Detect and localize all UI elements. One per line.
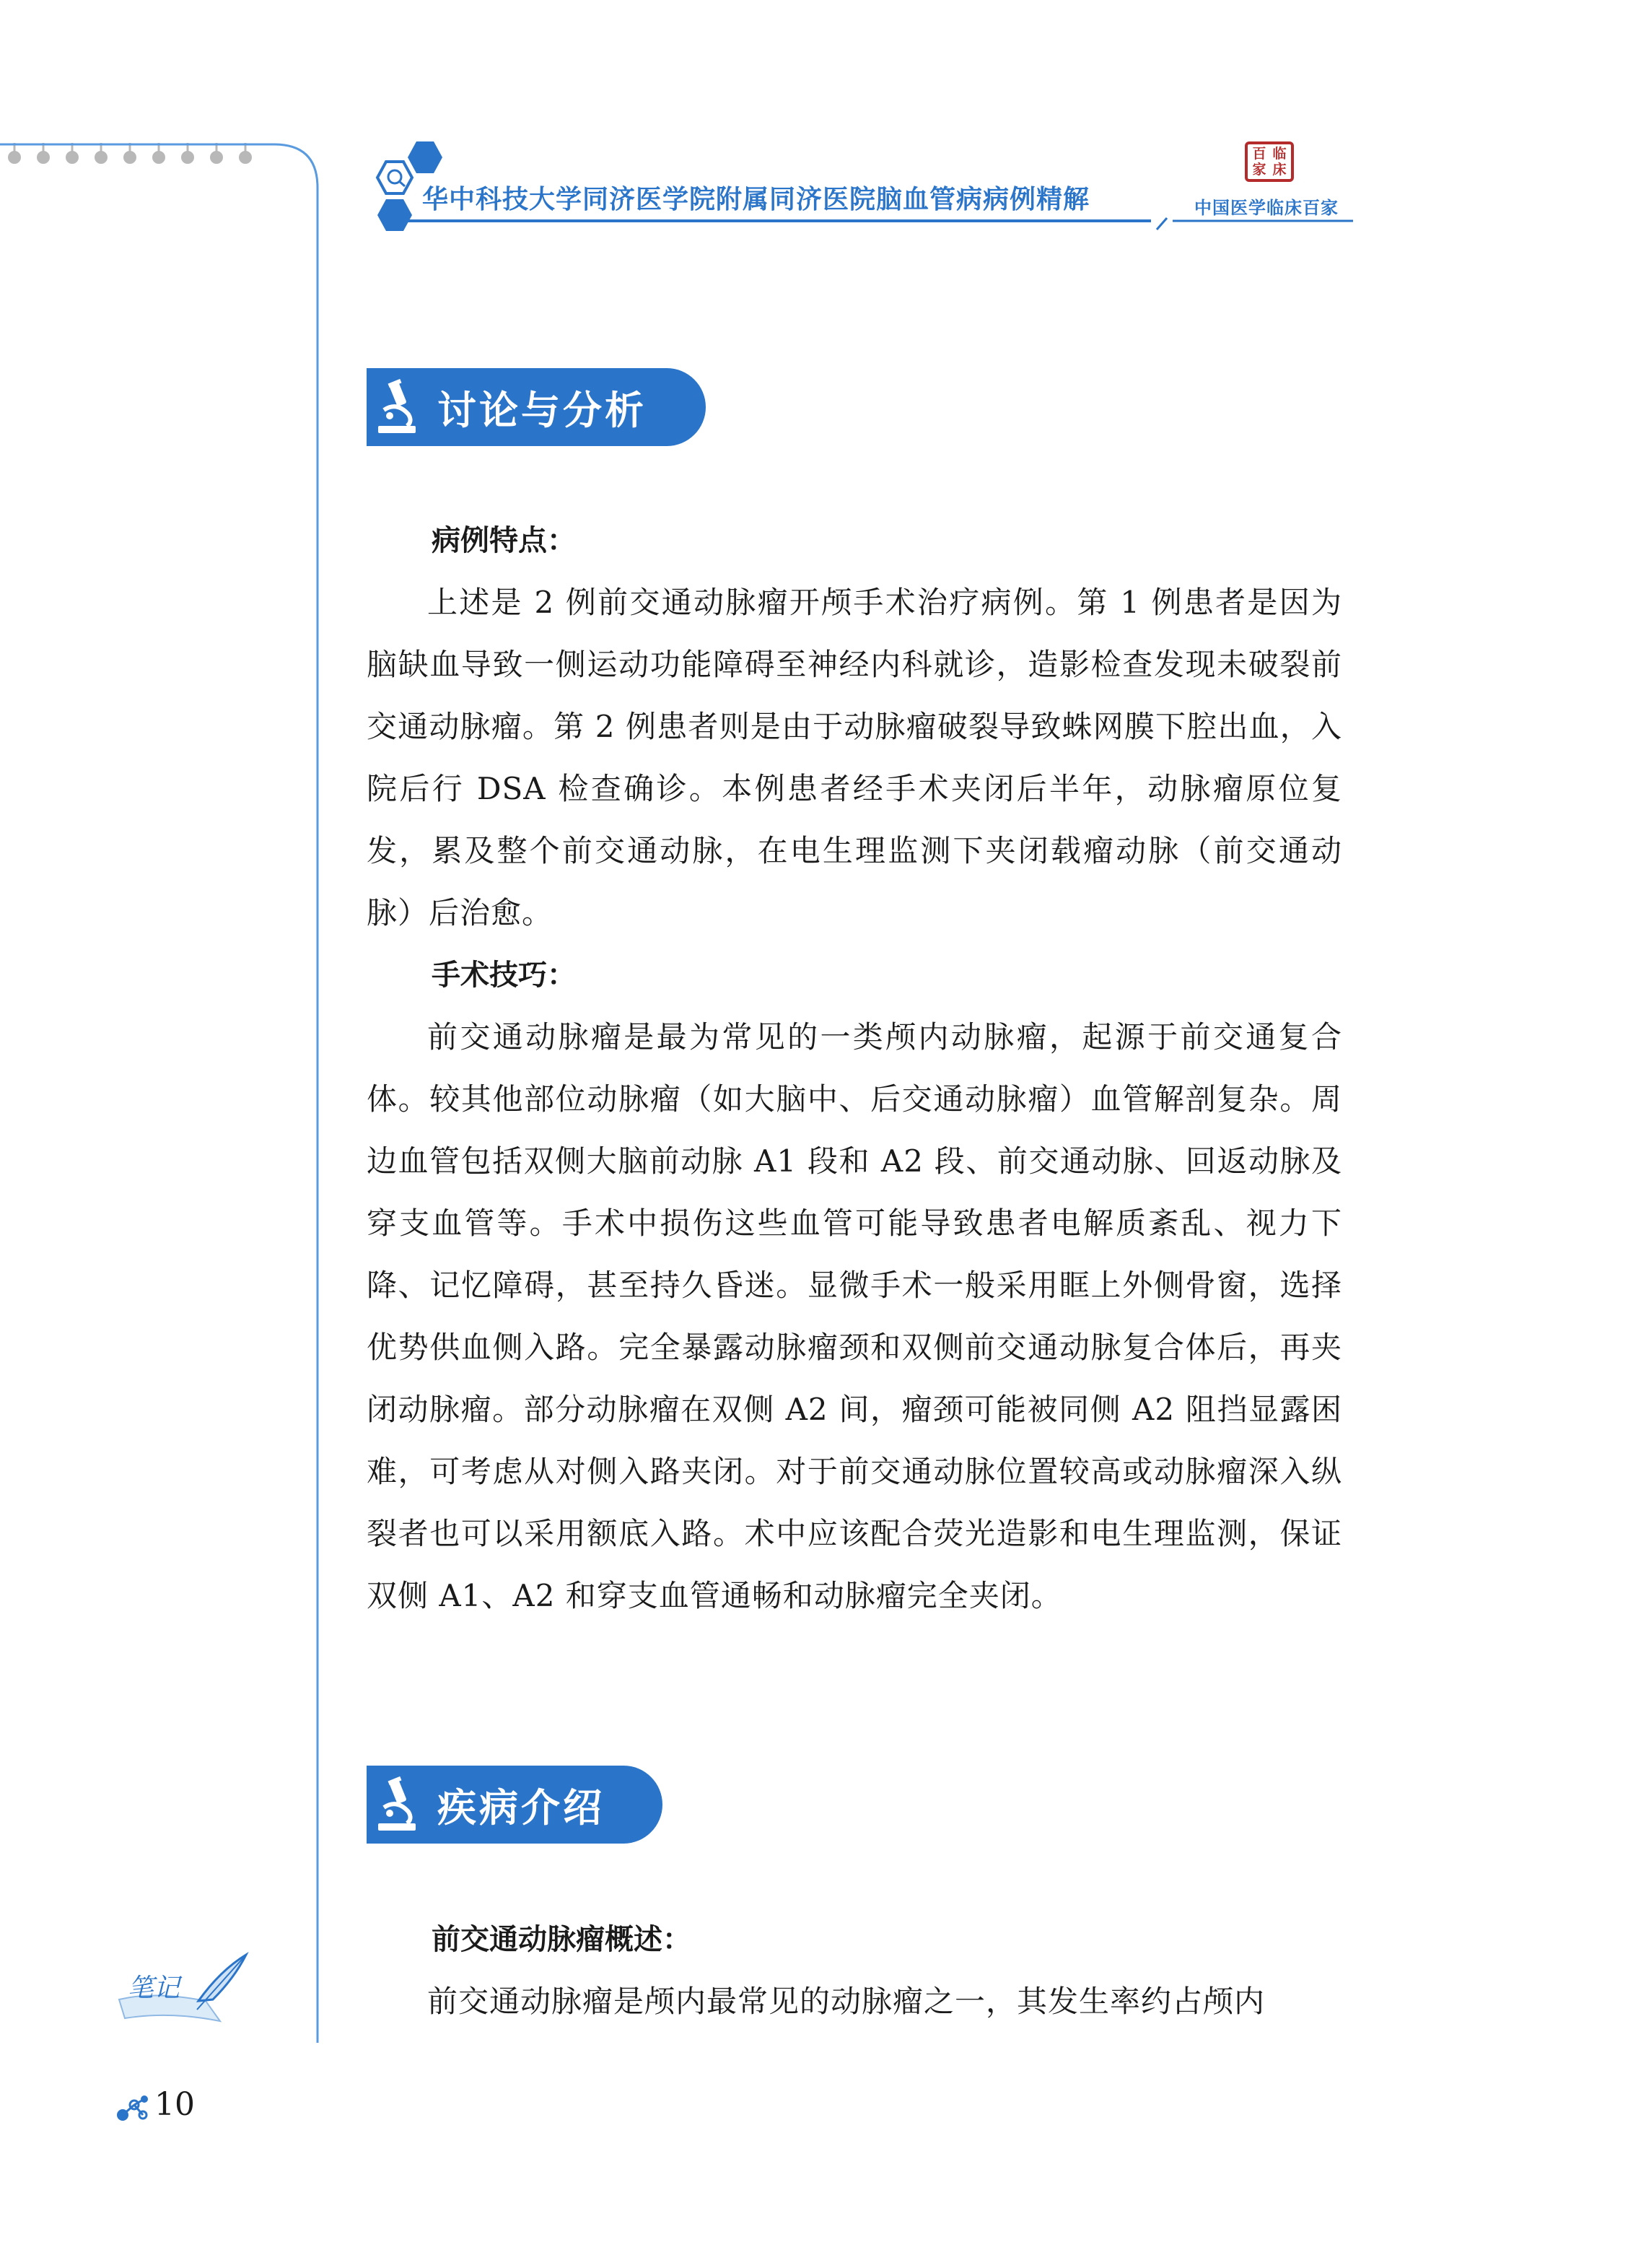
section-banner-discussion (367, 368, 706, 446)
series-name: 中国医学临床百家 (1194, 198, 1339, 218)
seal-char: 临 (1272, 146, 1287, 162)
page-number: 10 (154, 2086, 195, 2123)
subheading: 手术技巧： (432, 959, 576, 992)
notes-quill-icon (112, 1949, 249, 2028)
section-title: 疾病介绍 (437, 1784, 605, 1831)
subheading: 前交通动脉瘤概述： (432, 1923, 691, 1956)
paragraph: 前交通动脉瘤是颅内最常见的动脉瘤之一，其发生率约占颅内 (427, 1984, 1266, 2019)
subheading: 病例特点： (432, 524, 576, 557)
paragraph: 前交通动脉瘤是最为常见的一类颅内动脉瘤，起源于前交通复合体。较其他部位动脉瘤（如大脑中、后交通动脉瘤）血管解剖复杂。周边血管包括双侧大脑前动脉 A1 段和 A2 段、前交通动脉、回返动脉及穿支血管等。手术中损伤这些血管可能导致患者电解质紊乱、视力下降、记忆障碍，甚至持久昏迷。显微手术一般采用眶上外侧骨窗，选择优势供血侧入路。完全暴露动脉瘤颈和双侧前交通动脉复合体后，再夹闭动脉瘤。部分动脉瘤在双侧 A2 间，瘤颈可能被同侧 A2 阻挡显露困难，可考虑从对侧入路夹闭。对于前交通动脉位置较高或动脉瘤深入纵裂者也可以采用额底入路。术中应该配合荧光造影和电生理监测，保证双侧 A1、A2 和穿支血管通畅和动脉瘤完全夹闭。 (367, 1019, 1342, 1613)
series-seal (1245, 141, 1294, 182)
microscope-icon (375, 1776, 419, 1833)
section-title: 讨论与分析 (437, 387, 647, 433)
margin-note-label: 笔记 (128, 1973, 180, 2003)
molecule-icon (114, 2092, 152, 2124)
section-banner-disease (367, 1766, 662, 1844)
paragraph: 上述是 2 例前交通动脉瘤开颅手术治疗病例。第 1 例患者是因为脑缺血导致一侧运动功能障碍至神经内科就诊，造影检查发现未破裂前交通动脉瘤。第 2 例患者则是由于动脉瘤破裂导致蛛网膜下腔出血，入院后行 DSA 检查确诊。本例患者经手术夹闭后半年，动脉瘤原位复发，累及整个前交通动脉，在电生理监测下夹闭载瘤动脉（前交通动脉）后治愈。 (367, 585, 1342, 930)
microscope-icon (375, 378, 419, 436)
seal-char: 百 (1252, 146, 1266, 162)
margin-rule (0, 137, 339, 2043)
seal-char: 家 (1252, 162, 1266, 178)
seal-char: 床 (1272, 162, 1287, 178)
section-discussion-body (367, 510, 1342, 1627)
book-title: 华中科技大学同济医学院附属同济医院脑血管病病例精解 (422, 185, 1090, 214)
section-disease-body (367, 1909, 1342, 2033)
header-underline (364, 217, 1353, 231)
